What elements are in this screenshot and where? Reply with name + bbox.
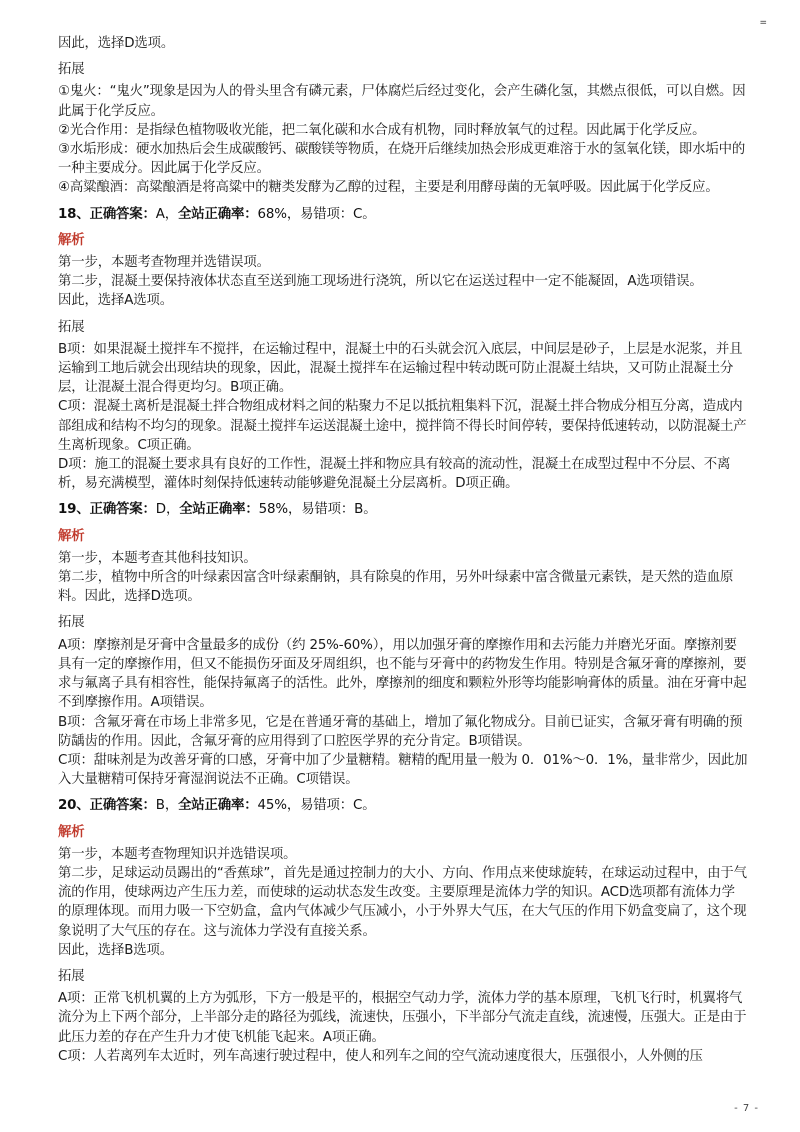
accuracy-value: 58%，易错项：B。 bbox=[258, 502, 377, 518]
corner-mark: = bbox=[759, 18, 767, 28]
section-label-extension: 拓展 bbox=[58, 319, 85, 335]
paragraph: 第一步，本题考查其他科技知识。 bbox=[58, 550, 257, 566]
section-label-extension: 拓展 bbox=[58, 968, 85, 984]
accuracy-label: 全站正确率： bbox=[178, 206, 258, 222]
accuracy-label: 全站正确率： bbox=[179, 502, 259, 518]
paragraph: A项：正常飞机机翼的上方为弧形，下方一般是平的，根据空气动力学，流体力学的基本原理，飞机飞行时，机翼将气流分为上下两个部分，上半部分走的路径为弧线，流速快，压强小，下半部分气流走直线，流速慢，压强大。正是由于此压力差的存在产生升力才使飞机能飞起来。A项正确。 bbox=[58, 991, 747, 1045]
paragraph: B项：含氟牙膏在市场上非常多见，它是在普通牙膏的基础上，增加了氟化物成分。目前已证实，含氟牙膏有明确的预防龋齿的作用。因此，含氟牙膏的应用得到了口腔医学界的充分肯定。B项错误。 bbox=[58, 714, 743, 749]
paragraph: C项：人若离列车太近时，列车高速行驶过程中，使人和列车之间的空气流动速度很大，压强很小，人外侧的压 bbox=[58, 1048, 703, 1064]
paragraph: 因此，选择D选项。 bbox=[58, 36, 175, 51]
paragraph: 第一步，本题考查物理知识并选错误项。 bbox=[58, 846, 297, 862]
answer-label: 19、正确答案： bbox=[58, 502, 156, 518]
section-label-extension: 拓展 bbox=[58, 62, 85, 78]
paragraph: ③水垢形成：硬水加热后会生成碳酸钙、碳酸镁等物质，在烧开后继续加热会形成更难溶于水的氢氧化镁，即水垢中的一种主要成分。因此属于化学反应。 bbox=[58, 142, 746, 177]
section-label-analysis: 解析 bbox=[58, 232, 85, 248]
question-header-19 bbox=[58, 500, 748, 519]
paragraph: B项：如果混凝土搅拌车不搅拌，在运输过程中，混凝土中的石头就会沉入底层，中间层是砂子，上层是水泥浆，并且运输到工地后就会出现结块的现象，因此，混凝土搅拌车在运输过程中转动既可防止混凝土结块，又可防止混凝土分层，让混凝土混合得更均匀。B项正确。 bbox=[58, 341, 743, 396]
paragraph: C项：混凝土离析是混凝土拌合物组成材料之间的粘聚力不足以抵抗粗集料下沉，混凝土拌合物成分相互分离，造成内部组成和结构不均匀的现象。混凝土搅拌车运送混凝土途中，搅拌筒不得长时间停转，要保持低速转动，以防混凝土产生离析现象。C项正确。 bbox=[58, 399, 747, 453]
answer-value: A， bbox=[155, 206, 179, 222]
accuracy-value: 45%，易错项：C。 bbox=[257, 798, 376, 814]
paragraph: 第二步，混凝土要保持液体状态直至送到施工现场进行浇筑，所以它在运送过程中一定不能凝固，A选项错误。 bbox=[58, 274, 703, 290]
paragraph: 第二步，足球运动员踢出的“香蕉球”，首先是通过控制力的大小、方向、作用点来使球旋转，在球运动过程中，由于气流的作用，使球两边产生压力差，而使球的运动状态发生改变。主要原理是流体力学的知识。ACD选项都有流体力学的原理体现。而用力吸一下空奶盒，盒内气体减少气压减小，小于外界大气压，在大气压的作用下奶盒变扁了，这个现象说明了大气压的存在。这与流体力学没有直接关系。 bbox=[58, 865, 747, 939]
answer-label: 20、正确答案： bbox=[58, 798, 156, 814]
answer-value: D， bbox=[155, 502, 180, 518]
document-body bbox=[58, 34, 748, 1066]
accuracy-label: 全站正确率： bbox=[178, 798, 258, 814]
paragraph: ①鬼火：“鬼火”现象是因为人的骨头里含有磷元素，尸体腐烂后经过变化，会产生磷化氢，其燃点很低，可以自燃。因此属于化学反应。 bbox=[58, 84, 746, 119]
paragraph: ②光合作用：是指绿色植物吸收光能，把二氧化碳和水合成有机物，同时释放氧气的过程。因此属于化学反应。 bbox=[58, 122, 706, 138]
paragraph: 因此，选择B选项。 bbox=[58, 942, 173, 958]
section-label-analysis: 解析 bbox=[58, 824, 85, 840]
paragraph: 第一步，本题考查物理并选错误项。 bbox=[58, 255, 270, 271]
paragraph: 因此，选择A选项。 bbox=[58, 293, 173, 309]
paragraph: A项：摩擦剂是牙膏中含量最多的成份（约 25%-60%），用以加强牙膏的摩擦作用和去污能力并磨光牙面。摩擦剂要具有一定的摩擦作用，但又不能损伤牙面及牙周组织，也不能与牙膏中的药物发生作用。特别是含氟牙膏的摩擦剂，要求与氟离子具有相容性，能保持氟离子的活性。此外，摩擦剂的细度和颗粒外形等均能影响膏体的质量。油在牙膏中起不到摩擦作用。A项错误。 bbox=[58, 637, 747, 711]
answer-value: B， bbox=[155, 798, 179, 814]
question-header-20 bbox=[58, 796, 748, 815]
section-label-analysis: 解析 bbox=[58, 528, 85, 544]
question-header-18 bbox=[58, 205, 748, 224]
paragraph: ④高粱酿酒：高粱酿酒是将高粱中的糖类发酵为乙醇的过程，主要是利用酵母菌的无氧呼吸。因此属于化学反应。 bbox=[58, 180, 719, 196]
paragraph: D项：施工的混凝土要求具有良好的工作性，混凝土拌和物应具有较高的流动性，混凝土在成型过程中不分层、不离析，易充满模型，灌体时刻保持低速转动能够避免混凝土分层离析。D项正确。 bbox=[58, 457, 731, 492]
paragraph: C项：甜味剂是为改善牙膏的口感，牙膏中加了少量糖精。糖精的配用量一般为 0．01%～0．1%，量非常少，因此加入大量糖精可保持牙膏湿润说法不正确。C项错误。 bbox=[58, 752, 748, 788]
paragraph: 第二步，植物中所含的叶绿素因富含叶绿素酮钠，具有除臭的作用，另外叶绿素中富含微量元素铁，是天然的造血原料。因此，选择D选项。 bbox=[58, 570, 734, 605]
page-number: - 7 - bbox=[734, 1102, 759, 1114]
section-label-extension: 拓展 bbox=[58, 615, 85, 631]
accuracy-value: 68%，易错项：C。 bbox=[257, 206, 376, 222]
answer-label: 18、正确答案： bbox=[58, 206, 156, 222]
